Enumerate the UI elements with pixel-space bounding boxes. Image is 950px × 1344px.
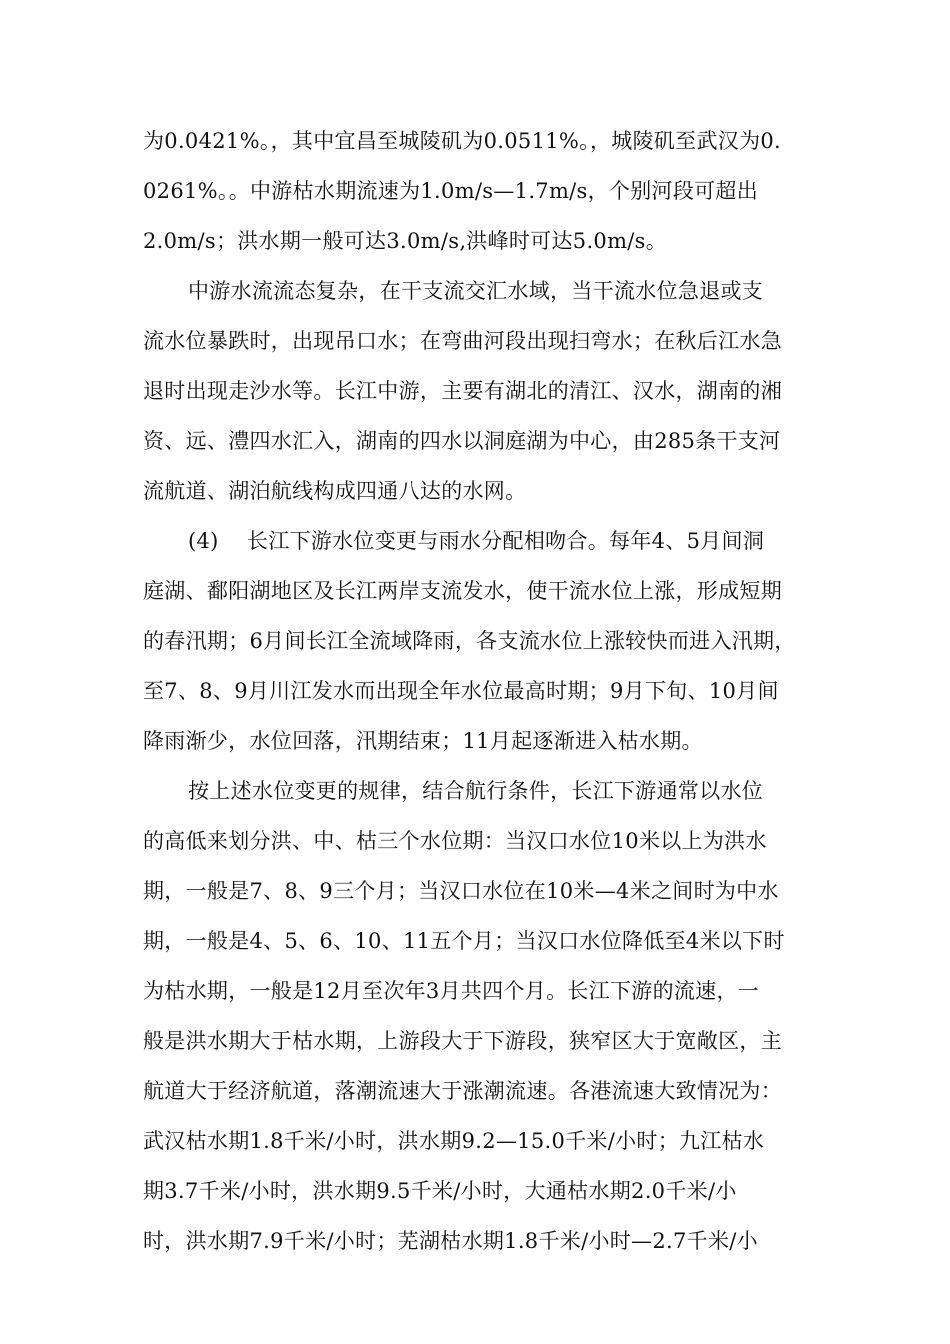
text-line-9: (4) 长江下游水位变更与雨水分配相吻合。每年4、5月间洞 bbox=[188, 529, 765, 553]
text-line-3: 2.0m/s；洪水期一般可达3.0m/s,洪峰时可达5.0m/s。 bbox=[143, 229, 668, 253]
text-line-8: 流航道、湖泊航线构成四通八达的水网。 bbox=[143, 479, 527, 503]
text-line-17: 期，一般是4、5、6、10、11五个月；当汉口水位降低至4米以下时 bbox=[143, 929, 785, 953]
text-line-7: 资、远、澧四水汇入，湖南的四水以洞庭湖为中心，由285条干支河 bbox=[143, 429, 781, 453]
text-line-11: 的春汛期；6月间长江全流域降雨，各支流水位上涨较快而进入汛期， bbox=[143, 629, 796, 653]
text-line-10: 庭湖、鄱阳湖地区及长江两岸支流发水，使干流水位上涨，形成短期 bbox=[143, 579, 782, 603]
text-line-6: 退时出现走沙水等。长江中游，主要有湖北的清江、汉水，湖南的湘 bbox=[143, 379, 782, 403]
text-line-15: 的高低来划分洪、中、枯三个水位期：当汉口水位10米以上为洪水 bbox=[143, 829, 767, 853]
text-line-12: 至7、8、9月川江发水而出现全年水位最高时期；9月下旬、10月间 bbox=[143, 679, 779, 703]
text-line-20: 航道大于经济航道，落潮流速大于涨潮流速。各港流速大致情况为： bbox=[143, 1079, 782, 1103]
text-line-13: 降雨渐少，水位回落，汛期结束；11月起逐渐进入枯水期。 bbox=[143, 729, 703, 753]
text-line-22: 期3.7千米/小时，洪水期9.5千米/小时，大通枯水期2.0千米/小 bbox=[143, 1179, 737, 1203]
text-line-16: 期，一般是7、8、9三个月；当汉口水位在10米—4米之间时为中水 bbox=[143, 879, 779, 903]
text-line-5: 流水位暴跌时，出现吊口水；在弯曲河段出现扫弯水；在秋后江水急 bbox=[143, 329, 782, 353]
text-line-23: 时，洪水期7.9千米/小时；芜湖枯水期1.8千米/小时—2.7千米/小 bbox=[143, 1229, 758, 1253]
text-line-18: 为枯水期，一般是12月至次年3月共四个月。长江下游的流速，一 bbox=[143, 979, 760, 1003]
text-line-19: 般是洪水期大于枯水期，上游段大于下游段，狭窄区大于宽敞区，主 bbox=[143, 1029, 782, 1053]
text-line-2: 0261%。。中游枯水期流速为1.0m/s—1.7m/s，个别河段可超出 bbox=[143, 179, 759, 203]
text-line-4: 中游水流流态复杂，在干支流交汇水域，当干流水位急退或支 bbox=[188, 279, 764, 303]
text-line-1: 为0.0421%。，其中宜昌至城陵矶为0.0511%。，城陵矶至武汉为0. bbox=[143, 129, 782, 153]
text-line-14: 按上述水位变更的规律，结合航行条件，长江下游通常以水位 bbox=[188, 779, 764, 803]
text-line-21: 武汉枯水期1.8千米/小时，洪水期9.2—15.0千米/小时；九江枯水 bbox=[143, 1129, 765, 1153]
